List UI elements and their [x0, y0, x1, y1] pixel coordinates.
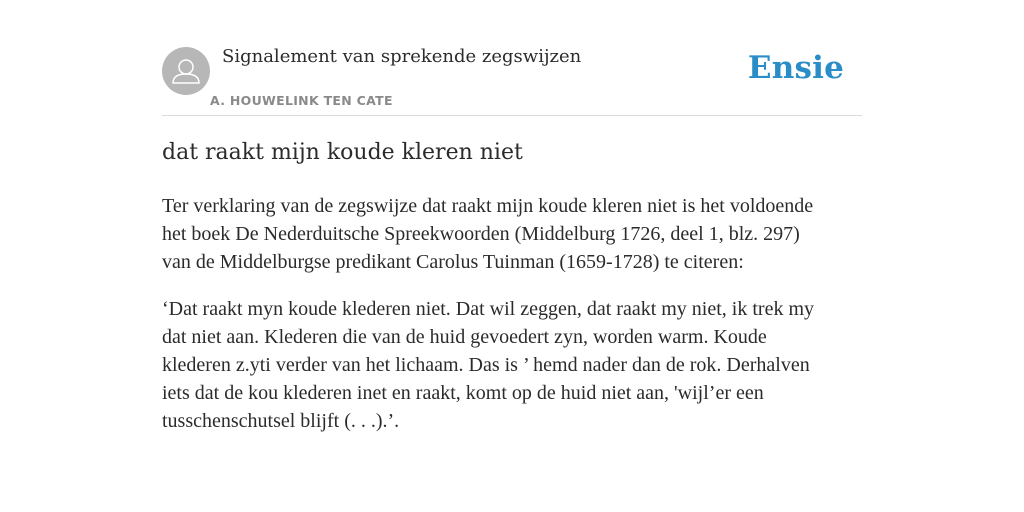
brand-logo[interactable]: Ensie [747, 50, 844, 86]
paragraph-explanation [162, 192, 862, 276]
paragraph-quote [162, 295, 862, 435]
entry-card [162, 0, 862, 432]
text-line: tusschenschutsel blijft (. . .).’. [162, 410, 400, 432]
text-line: klederen z.yti verder van het lichaam. Das is ’ hemd nader dan de rok. Derhalven [162, 354, 810, 376]
source-title[interactable]: Signalement van sprekende zegswijzen [222, 46, 582, 67]
entry-title: dat raakt mijn koude kleren niet [162, 140, 523, 165]
author-avatar[interactable] [162, 47, 210, 95]
text-line: dat niet aan. Klederen die van de huid gevoedert zyn, worden warm. Koude [162, 326, 767, 348]
text-line: Ter verklaring van de zegswijze dat raakt mijn koude kleren niet is het voldoende [162, 195, 814, 217]
text-line: van de Middelburgse predikant Carolus Tuinman (1659-1728) te citeren: [162, 251, 744, 273]
text-line: ‘Dat raakt myn koude klederen niet. Dat wil zeggen, dat raakt my niet, ik trek my [162, 298, 815, 320]
text-line: het boek De Nederduitsche Spreekwoorden (Middelburg 1726, deel 1, blz. 297) [162, 223, 800, 245]
entry-header [162, 0, 862, 116]
author-name[interactable]: A. HOUWELINK TEN CATE [210, 93, 393, 108]
user-icon [162, 47, 210, 95]
text-line: iets dat de kou klederen inet en raakt, komt op de huid niet aan, 'wijl’er een [162, 382, 764, 404]
